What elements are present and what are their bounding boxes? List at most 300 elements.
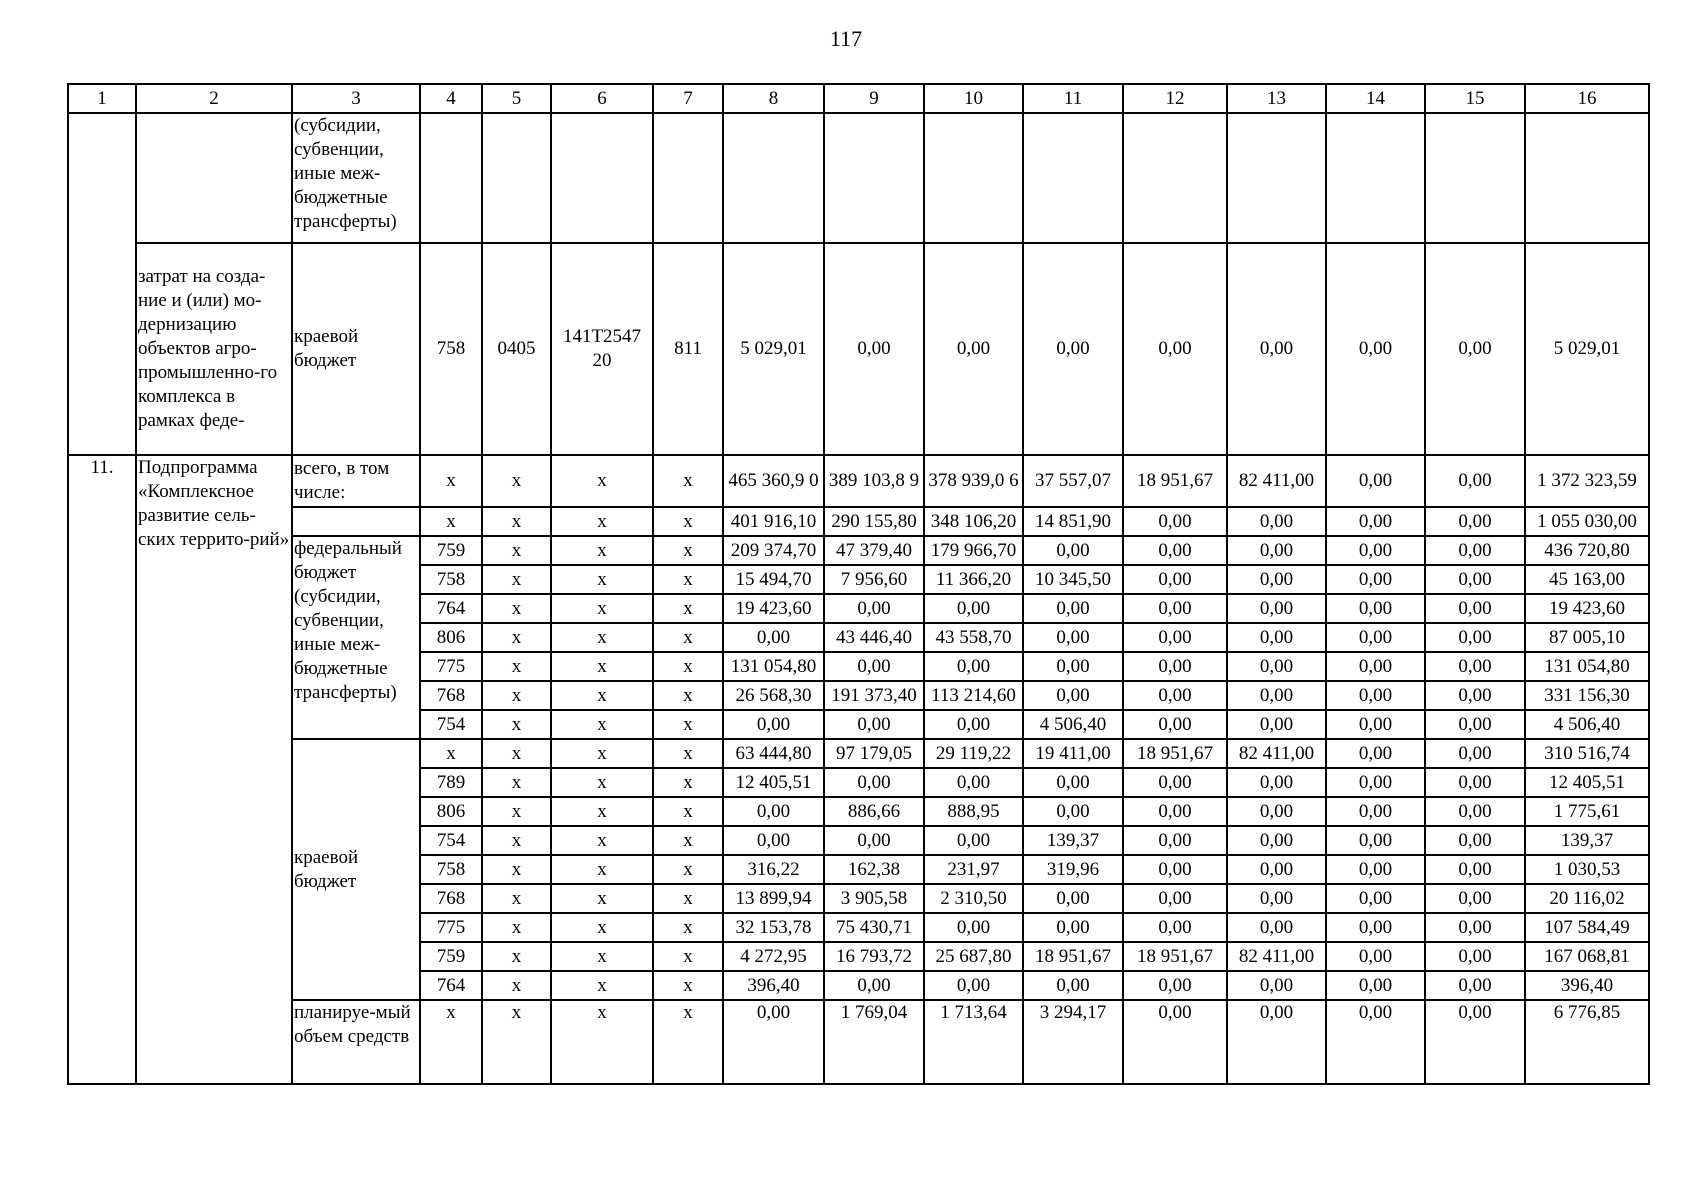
table-cell: 43 446,40 [824,623,924,652]
table-cell: x [482,913,551,942]
table-cell: 14 851,90 [1023,507,1123,536]
table-cell: x [551,710,653,739]
table-cell: x [653,594,723,623]
table-cell: 107 584,49 [1525,913,1649,942]
table-cell: 888,95 [924,797,1023,826]
column-header: 2 [136,84,292,113]
table-cell: x [420,507,482,536]
table-cell: x [653,971,723,1000]
table-cell: 0,00 [1425,594,1525,623]
table-cell: 0,00 [1326,594,1425,623]
table-cell: 0,00 [1326,739,1425,768]
budget-source-label: краевой бюджет [292,739,420,1000]
table-cell: 1 055 030,00 [1525,507,1649,536]
table-cell: 764 [420,594,482,623]
table-cell: 19 411,00 [1023,739,1123,768]
table-cell: 7 956,60 [824,565,924,594]
table-cell: x [551,942,653,971]
table-cell: 401 916,10 [723,507,824,536]
federal-budget-row [68,507,1649,536]
table-cell: 0,00 [1326,971,1425,1000]
table-cell: 141T2547 20 [551,243,653,455]
table-cell: 19 423,60 [1525,594,1649,623]
table-cell: 811 [653,243,723,455]
table-cell: 0,00 [1123,594,1227,623]
table-cell: 396,40 [723,971,824,1000]
table-cell: 0,00 [1227,623,1326,652]
table-cell: 0,00 [1123,797,1227,826]
table-cell: 0,00 [1326,536,1425,565]
budget-source-label: (субсидии, субвенции, иные меж-бюджетные трансферты) [292,113,420,243]
table-cell: 0,00 [1326,455,1425,507]
table-cell: 4 506,40 [1023,710,1123,739]
table-cell: 0,00 [1227,913,1326,942]
table-cell: 18 951,67 [1123,455,1227,507]
table-cell: 0,00 [1425,536,1525,565]
table-cell: 0,00 [924,768,1023,797]
table-cell: 1 030,53 [1525,855,1649,884]
table-cell: 18 951,67 [1123,739,1227,768]
table-cell: x [551,826,653,855]
table-cell [1425,113,1525,243]
table-cell: x [653,913,723,942]
table-cell: x [551,797,653,826]
row-number: 11. [68,455,136,1084]
table-cell: 82 411,00 [1227,942,1326,971]
table-cell: 0,00 [723,826,824,855]
table-cell: 754 [420,826,482,855]
table-cell: 0,00 [1123,623,1227,652]
table-cell: x [551,652,653,681]
table-cell: 0,00 [1326,623,1425,652]
table-cell: 0,00 [1227,768,1326,797]
table-cell: 0,00 [1023,768,1123,797]
table-cell: 0,00 [924,652,1023,681]
table-cell [1123,113,1227,243]
table-cell: 310 516,74 [1525,739,1649,768]
table-cell: 0,00 [1425,652,1525,681]
table-cell: 1 372 323,59 [1525,455,1649,507]
column-header: 5 [482,84,551,113]
regional-budget-row [68,739,1649,768]
federal-budget-row [68,536,1649,565]
table-cell: x [653,739,723,768]
table-cell: 0,00 [824,243,924,455]
table-cell: 0,00 [1123,565,1227,594]
table-cell: 0,00 [824,652,924,681]
table-cell: 758 [420,565,482,594]
table-cell: 0,00 [1023,536,1123,565]
table-cell: 0,00 [1123,507,1227,536]
table-cell: 0,00 [1326,243,1425,455]
budget-source-label: краевой бюджет [292,243,420,455]
table-cell: x [482,455,551,507]
table-body [68,84,1649,1084]
table-cell: x [482,507,551,536]
column-header: 15 [1425,84,1525,113]
table-cell: 0,00 [1425,1000,1525,1084]
table-cell: 0,00 [723,623,824,652]
table-cell: x [551,455,653,507]
table-cell: 12 405,51 [723,768,824,797]
table-cell: 0,00 [1123,710,1227,739]
table-cell: x [653,884,723,913]
continuation-row [68,113,1649,243]
table-cell: 0,00 [1425,942,1525,971]
table-cell: x [653,565,723,594]
table-cell: 0,00 [1227,971,1326,1000]
table-cell: 0,00 [1227,855,1326,884]
table-cell [551,113,653,243]
column-header: 4 [420,84,482,113]
table-cell: 0,00 [1123,913,1227,942]
budget-source-label: всего, в том числе: [292,455,420,507]
table-cell: 0,00 [1425,710,1525,739]
table-cell: 37 557,07 [1023,455,1123,507]
table-cell: x [653,536,723,565]
table-cell: 47 379,40 [824,536,924,565]
table-cell [824,113,924,243]
measure-description: затрат на созда-ние и (или) мо-дернизацию объектов агро-промышленно-го комплекса в рамках феде- [136,243,292,455]
table-cell: 0,00 [1123,971,1227,1000]
table-cell: 0,00 [924,971,1023,1000]
table-cell: x [482,594,551,623]
table-cell: x [482,536,551,565]
table-cell: 0,00 [723,797,824,826]
table-cell: 0,00 [1425,455,1525,507]
table-cell [1023,113,1123,243]
table-cell: x [551,536,653,565]
table-cell: 4 272,95 [723,942,824,971]
table-cell: 5 029,01 [723,243,824,455]
table-cell: 0,00 [1023,594,1123,623]
table-cell: 4 506,40 [1525,710,1649,739]
table-cell: 0,00 [1425,739,1525,768]
table-cell: 0,00 [1425,768,1525,797]
budget-source-label: планируе-мый объем средств [292,1000,420,1084]
table-cell: 0,00 [1227,826,1326,855]
table-cell: 13 899,94 [723,884,824,913]
table-cell: 0,00 [824,710,924,739]
table-cell: 0,00 [1227,243,1326,455]
table-cell: 0,00 [824,768,924,797]
table-cell: 348 106,20 [924,507,1023,536]
table-cell: x [420,739,482,768]
table-cell: 0,00 [924,826,1023,855]
budget-table [67,83,1650,1085]
table-cell: 19 423,60 [723,594,824,623]
table-cell: 378 939,0 6 [924,455,1023,507]
table-cell: 0,00 [1425,243,1525,455]
table-cell: 0,00 [1123,681,1227,710]
table-cell: 162,38 [824,855,924,884]
table-cell: 0,00 [824,826,924,855]
table-cell: x [482,1000,551,1084]
table-cell: x [653,455,723,507]
table-cell: 0,00 [1425,826,1525,855]
table-cell: 0,00 [1023,971,1123,1000]
table-cell: x [653,826,723,855]
table-cell: 0,00 [1326,565,1425,594]
table-cell [420,113,482,243]
table-cell: 0405 [482,243,551,455]
table-cell: 131 054,80 [723,652,824,681]
table-cell: 806 [420,797,482,826]
table-cell: x [482,565,551,594]
table-cell: 316,22 [723,855,824,884]
column-header: 1 [68,84,136,113]
table-cell: 0,00 [723,1000,824,1084]
table-cell: 0,00 [1123,855,1227,884]
table-cell: 0,00 [1123,536,1227,565]
table-cell: 0,00 [1326,710,1425,739]
table-cell: 0,00 [1123,243,1227,455]
table-cell: x [653,942,723,971]
table-cell: 436 720,80 [1525,536,1649,565]
table-cell: 2 310,50 [924,884,1023,913]
table-cell: x [482,710,551,739]
table-cell: x [551,681,653,710]
table-cell: 0,00 [824,594,924,623]
column-header: 7 [653,84,723,113]
table-cell: x [482,884,551,913]
table-cell: 82 411,00 [1227,455,1326,507]
table-cell: 768 [420,884,482,913]
table-cell: x [551,768,653,797]
table-cell: 0,00 [924,710,1023,739]
subprogram-name: Подпрограмма «Комплексное развитие сель-ских террито-рий» [136,455,292,1084]
planned-volume-row [68,1000,1649,1084]
table-cell: 191 373,40 [824,681,924,710]
table-cell: x [482,855,551,884]
table-cell: 87 005,10 [1525,623,1649,652]
table-cell: x [482,623,551,652]
table-cell [924,113,1023,243]
table-cell: 0,00 [924,243,1023,455]
table-cell: 290 155,80 [824,507,924,536]
column-header: 6 [551,84,653,113]
table-cell: 0,00 [1227,1000,1326,1084]
table-cell: 0,00 [1227,507,1326,536]
table-cell: 75 430,71 [824,913,924,942]
column-header: 11 [1023,84,1123,113]
table-cell: x [653,652,723,681]
table-cell: x [420,455,482,507]
table-cell: x [551,913,653,942]
table-cell: 754 [420,710,482,739]
table-cell: 0,00 [1123,884,1227,913]
table-cell: 11 366,20 [924,565,1023,594]
table-cell: x [482,652,551,681]
table-cell: 0,00 [1425,681,1525,710]
table-cell: 0,00 [1023,623,1123,652]
table-cell: x [653,768,723,797]
table-cell: 45 163,00 [1525,565,1649,594]
table-cell: 167 068,81 [1525,942,1649,971]
column-header: 13 [1227,84,1326,113]
table-cell: x [653,681,723,710]
table-cell: 1 775,61 [1525,797,1649,826]
table-cell: 0,00 [1425,913,1525,942]
column-header: 10 [924,84,1023,113]
table-cell [653,113,723,243]
table-cell: x [482,942,551,971]
table-cell: 0,00 [924,594,1023,623]
table-cell: 18 951,67 [1123,942,1227,971]
table-cell: 0,00 [1123,768,1227,797]
table-cell: 179 966,70 [924,536,1023,565]
table-cell: 209 374,70 [723,536,824,565]
table-cell: 0,00 [1326,942,1425,971]
page-number: 117 [829,26,863,51]
table-cell [482,113,551,243]
column-header: 14 [1326,84,1425,113]
table-cell: 0,00 [924,913,1023,942]
table-cell: 113 214,60 [924,681,1023,710]
table-cell: x [551,594,653,623]
table-cell: 43 558,70 [924,623,1023,652]
table-cell: 0,00 [1023,797,1123,826]
table-cell: 389 103,8 9 [824,455,924,507]
table-cell: x [653,710,723,739]
table-cell: 0,00 [1326,507,1425,536]
table-cell: x [551,623,653,652]
table-cell: 82 411,00 [1227,739,1326,768]
table-cell: 0,00 [1425,507,1525,536]
table-cell: 0,00 [1326,768,1425,797]
table-cell: 0,00 [1227,565,1326,594]
column-header: 12 [1123,84,1227,113]
table-cell [723,113,824,243]
table-cell: x [551,971,653,1000]
table-cell: 319,96 [1023,855,1123,884]
table-cell: 0,00 [1425,971,1525,1000]
table-cell [292,507,420,536]
table-cell: 0,00 [1326,913,1425,942]
table-cell: 0,00 [1227,884,1326,913]
table-cell: 0,00 [1326,826,1425,855]
table-cell: 0,00 [1227,681,1326,710]
table-cell: 0,00 [1023,913,1123,942]
subprogram-total-row [68,455,1649,507]
table-cell: 0,00 [1123,826,1227,855]
table-cell: 465 360,9 0 [723,455,824,507]
table-cell: 0,00 [1023,884,1123,913]
table-cell: 0,00 [1023,681,1123,710]
table-cell: 0,00 [1227,710,1326,739]
table-cell: x [482,826,551,855]
table-cell: 789 [420,768,482,797]
table-cell: 131 054,80 [1525,652,1649,681]
table-cell: x [551,884,653,913]
table-cell [1525,113,1649,243]
table-cell: 0,00 [1227,797,1326,826]
table-cell: 6 776,85 [1525,1000,1649,1084]
column-header: 9 [824,84,924,113]
table-cell: 32 153,78 [723,913,824,942]
table-cell: x [482,768,551,797]
table-cell: 764 [420,971,482,1000]
table-cell [68,113,136,455]
table-cell: 97 179,05 [824,739,924,768]
table-cell: 0,00 [1227,594,1326,623]
column-header: 8 [723,84,824,113]
table-cell: 18 951,67 [1023,942,1123,971]
table-cell: 25 687,80 [924,942,1023,971]
table-cell: x [653,507,723,536]
table-cell: x [482,739,551,768]
table-cell: 3 294,17 [1023,1000,1123,1084]
table-cell: 12 405,51 [1525,768,1649,797]
table-cell: 16 793,72 [824,942,924,971]
table-cell: 15 494,70 [723,565,824,594]
table-cell: 768 [420,681,482,710]
table-cell: 0,00 [1123,1000,1227,1084]
table-cell: x [653,797,723,826]
table-cell: 0,00 [1227,652,1326,681]
table-cell: 5 029,01 [1525,243,1649,455]
table-cell: x [420,1000,482,1084]
table-cell: 759 [420,536,482,565]
table-cell: 231,97 [924,855,1023,884]
table-cell: 0,00 [1425,797,1525,826]
table-cell: 775 [420,913,482,942]
table-cell: 20 116,02 [1525,884,1649,913]
table-cell: x [551,855,653,884]
table-cell: 886,66 [824,797,924,826]
table-cell: x [551,507,653,536]
table-cell: 0,00 [1425,565,1525,594]
table-cell: x [482,797,551,826]
table-cell: x [482,681,551,710]
table-cell: 775 [420,652,482,681]
table-cell: 806 [420,623,482,652]
table-cell: x [551,565,653,594]
table-cell: 396,40 [1525,971,1649,1000]
table-cell [1326,113,1425,243]
table-cell: x [551,1000,653,1084]
table-cell: 139,37 [1023,826,1123,855]
column-header: 16 [1525,84,1649,113]
table-cell: 0,00 [1425,884,1525,913]
table-cell: x [653,855,723,884]
regional-budget-row [68,243,1649,455]
table-cell: 29 119,22 [924,739,1023,768]
table-cell: 0,00 [1425,623,1525,652]
table-cell [136,113,292,243]
column-header: 3 [292,84,420,113]
table-cell: 3 905,58 [824,884,924,913]
table-cell: 759 [420,942,482,971]
table-cell: 0,00 [723,710,824,739]
table-cell: x [653,1000,723,1084]
table-cell: 0,00 [1326,884,1425,913]
table-cell: x [653,623,723,652]
table-cell: 0,00 [1326,797,1425,826]
table-cell [1227,113,1326,243]
table-cell: 1 713,64 [924,1000,1023,1084]
table-cell: 0,00 [1023,243,1123,455]
table-cell: 1 769,04 [824,1000,924,1084]
table-cell: x [551,739,653,768]
table-cell: 331 156,30 [1525,681,1649,710]
table-cell: 26 568,30 [723,681,824,710]
table-cell: 0,00 [1326,652,1425,681]
table-cell: 0,00 [1023,652,1123,681]
header-row [68,84,1649,113]
budget-source-label: федеральный бюджет (субсидии, субвенции, иные меж-бюджетные трансферты) [292,536,420,739]
table-cell: 0,00 [1326,1000,1425,1084]
